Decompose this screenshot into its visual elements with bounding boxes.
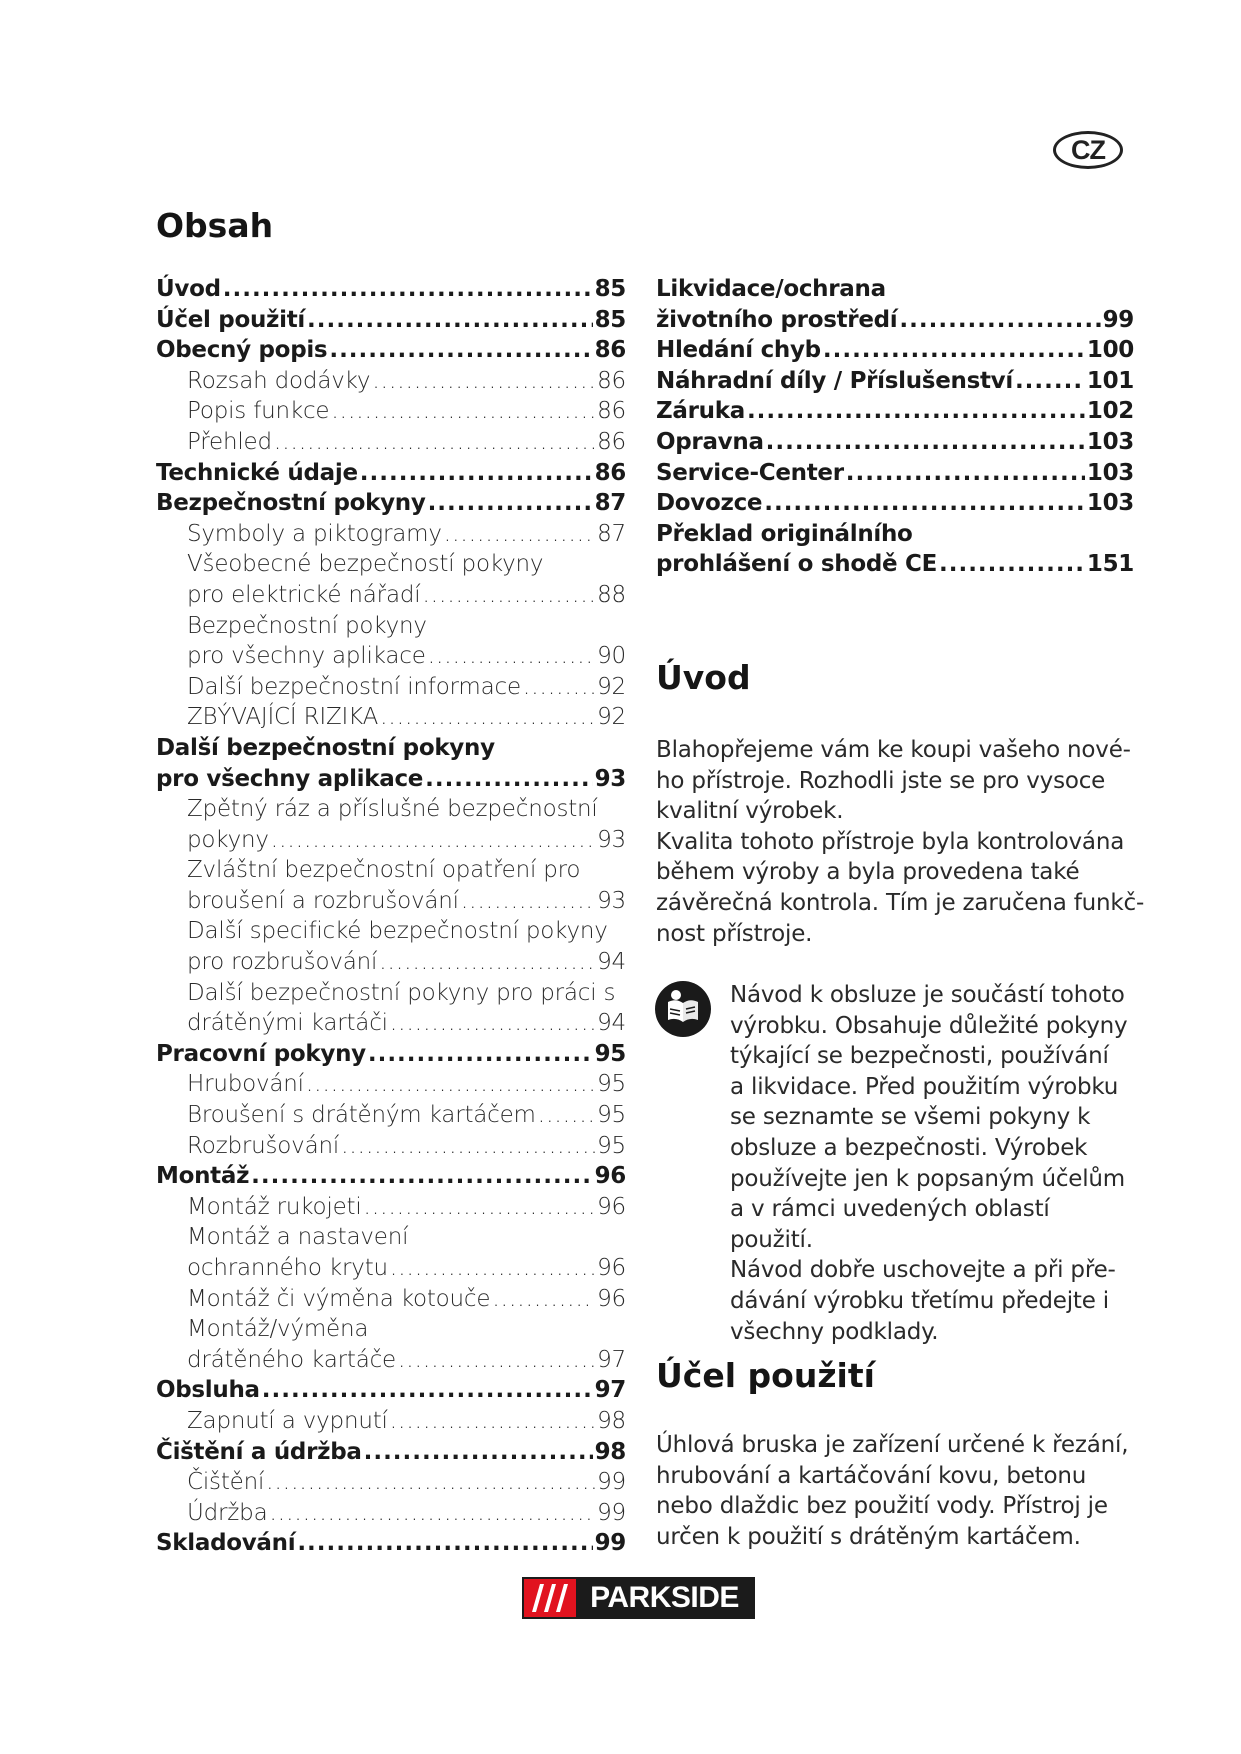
toc-entry-page: 101 xyxy=(1086,367,1134,394)
text-line: použití. xyxy=(730,1226,813,1253)
toc-entry-label: Zpětný ráz a příslušné bezpečnostní xyxy=(187,796,598,823)
toc-entry-page: 86 xyxy=(597,367,626,394)
toc-entry-page: 93 xyxy=(597,826,626,853)
toc-entry-label: Další bezpečnostní informace xyxy=(187,673,521,700)
logo-stripes xyxy=(524,1579,576,1617)
toc-entry xyxy=(656,305,1134,336)
toc-entry-page: 99 xyxy=(1102,306,1134,333)
toc-entry xyxy=(156,1314,626,1345)
toc-leader-dots xyxy=(341,1131,595,1162)
toc-entry-label: pro všechny aplikace xyxy=(187,643,426,670)
toc-entry-page: 103 xyxy=(1086,490,1134,517)
text-line: výrobku. Obsahuje důležité pokyny xyxy=(730,1012,1128,1039)
toc-entry xyxy=(156,305,626,336)
text-line: obsluze a bezpečnosti. Výrobek xyxy=(730,1135,1088,1161)
toc-entry-label: Montáž rukojeti xyxy=(187,1193,362,1220)
toc-entry xyxy=(156,672,626,703)
toc-leader-dots xyxy=(823,335,1085,366)
purpose-heading: Účel použití xyxy=(656,1356,875,1395)
toc-entry-label: Rozbrušování xyxy=(187,1132,340,1159)
toc-entry-label: Rozsah dodávky xyxy=(187,367,371,394)
toc-leader-dots xyxy=(251,1161,592,1192)
toc-entry xyxy=(656,549,1134,580)
toc-leader-dots xyxy=(846,458,1085,489)
toc-leader-dots xyxy=(939,549,1085,580)
toc-entry-page: 99 xyxy=(594,1530,626,1557)
toc-entry-page: 86 xyxy=(597,428,626,455)
toc-entry-label: Čištění a údržba xyxy=(156,1438,362,1465)
page-title: Obsah xyxy=(156,206,274,245)
toc-entry-label: broušení a rozbrušování xyxy=(187,887,459,914)
toc-leader-dots xyxy=(492,1284,595,1315)
toc-entry xyxy=(156,549,626,580)
language-badge: CZ xyxy=(1053,131,1123,169)
toc-leader-dots xyxy=(372,366,595,397)
text-line: ho přístroje. Rozhodli jste se pro vysoce xyxy=(656,767,1106,794)
parkside-logo xyxy=(522,1577,755,1619)
toc-leader-dots xyxy=(380,702,595,733)
toc-entry xyxy=(156,733,626,764)
toc-entry-page: 151 xyxy=(1086,551,1134,578)
toc-entry-label: Hrubování xyxy=(187,1071,304,1098)
toc-entry-label: ZBÝVAJÍCÍ RIZIKA xyxy=(187,704,379,731)
toc-entry xyxy=(156,916,626,947)
toc-entry-label: Opravna xyxy=(656,428,764,455)
text-line: nost přístroje. xyxy=(656,920,813,947)
toc-entry-label: pokyny xyxy=(187,826,269,853)
toc-entry-label: Účel použití xyxy=(156,306,305,333)
toc-entry-label: Montáž xyxy=(156,1163,250,1190)
toc-leader-dots xyxy=(266,1467,595,1498)
toc-entry-label: Montáž/výměna xyxy=(187,1316,369,1343)
toc-entry-label: Montáž a nastavení xyxy=(187,1224,409,1251)
toc-entry-page: 86 xyxy=(594,459,626,486)
logo-brand-text: PARKSIDE xyxy=(590,1581,739,1614)
text-line: určen k použití s drátěným kartáčem. xyxy=(656,1523,1081,1550)
toc-entry-page: 102 xyxy=(1086,398,1134,425)
toc-entry xyxy=(156,488,626,519)
toc-entry-label: Zapnutí a vypnutí xyxy=(187,1407,388,1434)
text-line: během výroby a byla provedena také xyxy=(656,859,1080,886)
toc-entry-label: Záruka xyxy=(656,398,745,425)
toc-leader-dots xyxy=(364,1437,593,1468)
text-line: Kvalita tohoto přístroje byla kontrolována xyxy=(656,828,1125,855)
toc-entry-page: 99 xyxy=(597,1499,626,1526)
toc-entry-label: Pracovní pokyny xyxy=(156,1040,366,1067)
toc-left-column xyxy=(156,274,626,1559)
toc-leader-dots xyxy=(390,1406,595,1437)
toc-entry xyxy=(656,366,1134,397)
toc-leader-dots xyxy=(425,764,592,795)
toc-leader-dots xyxy=(390,1008,595,1039)
toc-entry-label: Zvláštní bezpečnostní opatření pro xyxy=(187,857,581,884)
toc-entry xyxy=(156,1284,626,1315)
toc-leader-dots xyxy=(428,641,595,672)
toc-entry-label: Obecný popis xyxy=(156,337,328,364)
toc-entry-label: Likvidace/ochrana xyxy=(656,276,886,302)
toc-entry xyxy=(156,1498,626,1529)
toc-entry-page: 98 xyxy=(594,1438,626,1465)
toc-entry xyxy=(156,1345,626,1376)
toc-entry-label: Skladování xyxy=(156,1530,296,1557)
toc-entry-page: 87 xyxy=(597,520,626,547)
toc-leader-dots xyxy=(428,488,593,519)
toc-leader-dots xyxy=(379,947,595,978)
toc-entry-page: 85 xyxy=(594,306,626,333)
toc-entry-label: pro elektrické nářadí xyxy=(187,581,421,608)
text-line: všechny podklady. xyxy=(730,1318,939,1345)
toc-leader-dots xyxy=(523,672,595,703)
toc-leader-dots xyxy=(766,427,1085,458)
toc-entry xyxy=(156,1467,626,1498)
toc-entry xyxy=(156,1528,626,1559)
toc-entry-page: 94 xyxy=(597,949,626,976)
toc-entry-page: 96 xyxy=(597,1285,626,1312)
toc-entry xyxy=(656,274,1134,305)
toc-entry xyxy=(156,1222,626,1253)
toc-entry-label: Bezpečnostní pokyny xyxy=(187,612,427,639)
toc-entry xyxy=(156,1375,626,1406)
toc-entry xyxy=(156,764,626,795)
toc-entry-label: Náhradní díly / Příslušenství xyxy=(656,367,1013,394)
toc-entry-label: Obsluha xyxy=(156,1377,260,1404)
toc-leader-dots xyxy=(368,1039,593,1070)
toc-leader-dots xyxy=(398,1345,595,1376)
toc-entry xyxy=(156,1437,626,1468)
toc-entry xyxy=(156,794,626,825)
toc-entry xyxy=(656,427,1134,458)
toc-entry xyxy=(156,1161,626,1192)
intro-heading: Úvod xyxy=(656,658,751,697)
toc-entry-label: Montáž či výměna kotouče xyxy=(187,1285,491,1312)
toc-entry-page: 93 xyxy=(597,887,626,914)
toc-entry xyxy=(156,947,626,978)
toc-entry xyxy=(156,611,626,642)
toc-entry xyxy=(156,519,626,550)
text-line: a v rámci uvedených oblastí xyxy=(730,1196,1050,1223)
toc-entry-page: 95 xyxy=(594,1040,626,1067)
toc-entry-page: 103 xyxy=(1086,428,1134,455)
toc-leader-dots xyxy=(297,1528,592,1559)
toc-entry-label: pro rozbrušování xyxy=(187,949,378,976)
toc-entry-label: Service-Center xyxy=(656,459,844,486)
toc-entry-page: 97 xyxy=(594,1377,626,1404)
toc-entry xyxy=(656,519,1134,550)
toc-leader-dots xyxy=(331,396,595,427)
toc-entry xyxy=(156,366,626,397)
toc-entry-label: Další bezpečnostní pokyny xyxy=(156,734,495,761)
toc-entry xyxy=(156,1069,626,1100)
toc-entry-label: Hledání chyb xyxy=(656,337,821,364)
toc-entry-page: 92 xyxy=(597,704,626,731)
toc-entry-label: Údržba xyxy=(187,1499,268,1526)
toc-entry xyxy=(156,1008,626,1039)
toc-entry xyxy=(156,335,626,366)
toc-entry-label: Dovozce xyxy=(656,490,763,517)
toc-entry-page: 95 xyxy=(597,1102,626,1129)
toc-entry-page: 87 xyxy=(594,490,626,517)
toc-entry-label: ochranného krytu xyxy=(187,1255,388,1281)
toc-entry-page: 95 xyxy=(597,1132,626,1159)
toc-leader-dots xyxy=(390,1253,595,1284)
toc-entry xyxy=(156,1406,626,1437)
text-line: se seznamte se všemi pokyny k xyxy=(730,1104,1091,1131)
toc-entry xyxy=(156,580,626,611)
toc-leader-dots xyxy=(262,1375,593,1406)
toc-leader-dots xyxy=(274,427,595,458)
toc-entry-label: životního prostředí xyxy=(656,306,898,333)
toc-leader-dots xyxy=(269,1498,595,1529)
toc-entry xyxy=(656,396,1134,427)
text-line: používejte jen k popsaným účelům xyxy=(730,1165,1125,1192)
toc-entry-label: Další bezpečnostní pokyny pro práci s xyxy=(187,979,616,1006)
toc-entry-label: Symboly a piktogramy xyxy=(187,520,442,547)
toc-entry-page: 94 xyxy=(597,1010,626,1037)
toc-entry-label: Přehled xyxy=(187,428,272,455)
toc-entry xyxy=(156,855,626,886)
toc-leader-dots xyxy=(422,580,595,611)
toc-entry xyxy=(156,825,626,856)
toc-entry-label: Bezpečnostní pokyny xyxy=(156,490,426,517)
text-line: týkající se bezpečnosti, používání xyxy=(730,1043,1109,1070)
text-line: hrubování a kartáčování kovu, betonu xyxy=(656,1462,1087,1489)
toc-entry-page: 98 xyxy=(597,1407,626,1434)
toc-leader-dots xyxy=(307,305,593,336)
toc-entry-page: 86 xyxy=(594,337,626,364)
text-line: nebo dlaždic bez použití vody. Přístroj je xyxy=(656,1493,1108,1520)
toc-entry-label: Všeobecné bezpečností pokyny xyxy=(187,551,544,578)
toc-entry-label: Broušení s drátěným kartáčem xyxy=(187,1102,536,1129)
text-line: kvalitní výrobek. xyxy=(656,798,844,825)
toc-entry-label: Popis funkce xyxy=(187,398,330,425)
text-line: Úhlová bruska je zařízení určené k řezání, xyxy=(656,1432,1129,1458)
toc-entry-page: 92 xyxy=(597,673,626,700)
toc-leader-dots xyxy=(306,1069,595,1100)
toc-entry-label: pro všechny aplikace xyxy=(156,765,424,792)
toc-entry xyxy=(656,488,1134,519)
toc-entry xyxy=(656,335,1134,366)
toc-leader-dots xyxy=(747,396,1085,427)
toc-leader-dots xyxy=(444,519,595,550)
toc-entry-page: 100 xyxy=(1086,337,1134,364)
toc-entry-page: 99 xyxy=(597,1469,626,1496)
toc-leader-dots xyxy=(360,458,593,489)
toc-entry-page: 95 xyxy=(597,1071,626,1098)
toc-entry-page: 90 xyxy=(597,643,626,670)
text-line: a likvidace. Před použitím výrobku xyxy=(730,1073,1119,1100)
toc-entry-label: Překlad originálního xyxy=(656,520,913,547)
toc-entry xyxy=(156,641,626,672)
toc-entry-page: 93 xyxy=(594,765,626,792)
toc-entry-label: Další specifické bezpečnostní pokyny xyxy=(187,918,608,945)
read-manual-icon xyxy=(654,980,712,1038)
toc-entry-label: Čištění xyxy=(187,1469,265,1496)
toc-leader-dots xyxy=(364,1192,596,1223)
text-line: Návod k obsluze je součástí tohoto xyxy=(730,982,1125,1008)
toc-entry xyxy=(156,1039,626,1070)
toc-entry xyxy=(156,702,626,733)
toc-leader-dots xyxy=(271,825,595,856)
toc-leader-dots xyxy=(764,488,1085,519)
toc-leader-dots xyxy=(899,305,1100,336)
toc-entry-label: Technické údaje xyxy=(156,459,358,486)
toc-entry xyxy=(156,427,626,458)
toc-entry-page: 96 xyxy=(594,1163,626,1190)
toc-leader-dots xyxy=(461,886,595,917)
toc-entry xyxy=(156,1100,626,1131)
toc-entry xyxy=(156,1192,626,1223)
toc-leader-dots xyxy=(223,274,593,305)
toc-entry-label: prohlášení o shodě CE xyxy=(656,551,937,578)
toc-entry-label: drátěnými kartáči xyxy=(187,1010,388,1037)
toc-entry xyxy=(156,396,626,427)
text-line: dávání výrobku třetímu předejte i xyxy=(730,1288,1109,1314)
toc-entry xyxy=(156,886,626,917)
toc-entry xyxy=(156,274,626,305)
toc-entry xyxy=(156,1253,626,1284)
toc-right-column xyxy=(656,274,1134,580)
text-line: Blahopřejeme vám ke koupi vašeho nové- xyxy=(656,737,1131,763)
toc-entry-page: 85 xyxy=(594,276,626,302)
toc-entry-label: drátěného kartáče xyxy=(187,1346,396,1373)
text-line: závěrečná kontrola. Tím je zaručena funkč- xyxy=(656,890,1145,916)
toc-leader-dots xyxy=(1015,366,1085,397)
toc-entry-page: 96 xyxy=(597,1193,626,1220)
text-line: Návod dobře uschovejte a při pře- xyxy=(730,1257,1116,1284)
toc-entry xyxy=(156,458,626,489)
toc-leader-dots xyxy=(329,335,592,366)
toc-leader-dots xyxy=(538,1100,595,1131)
toc-entry xyxy=(156,1131,626,1162)
toc-entry-page: 103 xyxy=(1086,459,1134,486)
toc-entry xyxy=(656,458,1134,489)
toc-entry-page: 97 xyxy=(597,1346,626,1373)
toc-entry-label: Úvod xyxy=(156,276,221,302)
toc-entry-page: 86 xyxy=(597,398,626,425)
toc-entry-page: 88 xyxy=(597,581,626,608)
toc-entry-page: 96 xyxy=(597,1255,626,1281)
toc-entry xyxy=(156,978,626,1009)
